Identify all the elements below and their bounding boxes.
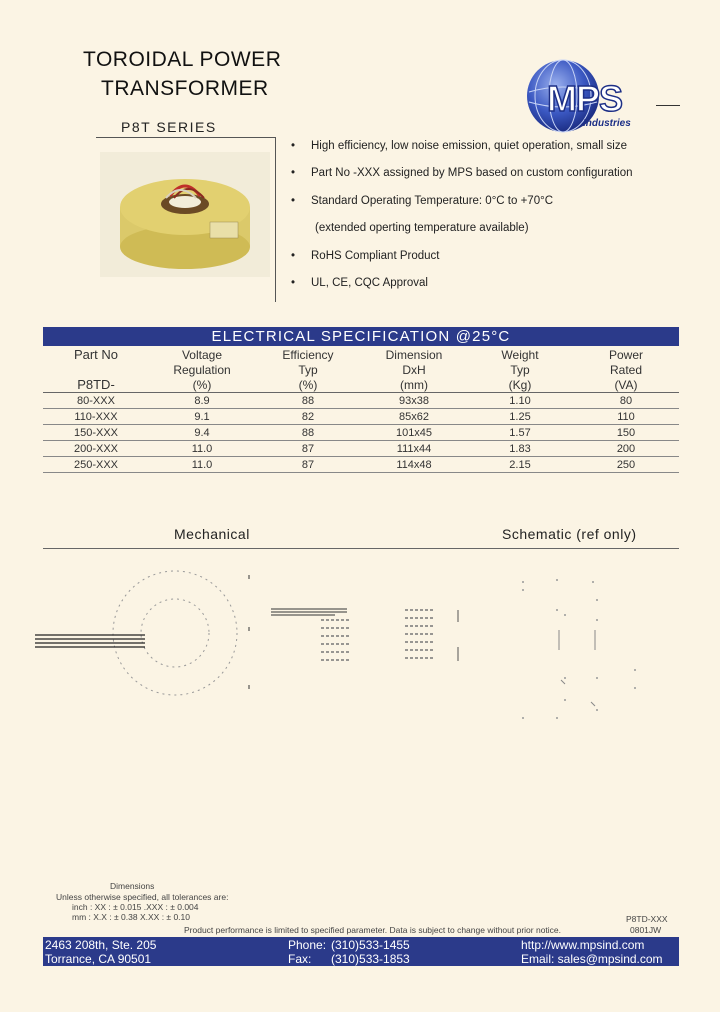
photo-divider	[275, 137, 276, 302]
address-line1: 2463 208th, Ste. 205	[45, 938, 157, 952]
feature-item: • UL, CE, CQC Approval	[291, 277, 428, 289]
table-header-row	[43, 362, 679, 377]
tolerance-inch: inch : XX : ± 0.015 .XXX : ± 0.004	[72, 902, 199, 912]
header-cell: (Kg)	[508, 377, 532, 392]
disclaimer: Product performance is limited to specified parameter. Data is subject to change without prior notice.	[184, 925, 562, 935]
logo-subtext: Industries	[583, 118, 631, 129]
footer-bar	[43, 937, 679, 966]
table-cell: 9.1	[194, 410, 210, 423]
col-weight: Weight	[501, 347, 539, 362]
fax-number: (310)533-1853	[331, 952, 410, 966]
part-code: P8TD-XXX	[626, 914, 668, 924]
mechanical-drawing	[35, 565, 475, 715]
schematic-label: Schematic (ref only)	[502, 526, 637, 542]
spec-title-bar: ELECTRICAL SPECIFICATION @25°C	[43, 327, 679, 346]
address-line2: Torrance, CA 90501	[45, 952, 152, 966]
table-header-row	[43, 377, 679, 393]
table-cell: 200-XXX	[73, 442, 119, 455]
website-link[interactable]: http://www.mpsind.com	[521, 938, 645, 952]
table-cell: 93x38	[399, 394, 429, 407]
table-cell: 250	[616, 458, 636, 471]
table-cell: 8.9	[194, 394, 210, 407]
header-cell: (%)	[298, 377, 318, 392]
col-power: Power	[608, 347, 643, 362]
page-title-line1: TOROIDAL POWER	[83, 48, 282, 71]
table-cell: 101x45	[395, 426, 433, 439]
table-cell: 9.4	[194, 426, 210, 439]
table-cell: 114x48	[396, 458, 432, 471]
table-cell: 110	[617, 410, 635, 423]
dimensions-title: Dimensions	[110, 881, 155, 891]
table-cell: 87	[301, 442, 315, 455]
table-row	[43, 409, 679, 425]
col-efficiency: Efficiency	[282, 347, 334, 362]
table-cell: 80-XXX	[77, 394, 115, 407]
mechanical-label: Mechanical	[174, 526, 250, 542]
table-cell: 88	[301, 394, 315, 407]
table-cell: 1.10	[509, 394, 531, 407]
header-cell: (mm)	[400, 377, 428, 392]
table-cell: 1.25	[509, 410, 531, 423]
header-cell: P8TD-	[77, 377, 115, 392]
table-cell: 250-XXX	[73, 458, 119, 471]
header-cell: Typ	[510, 362, 530, 377]
mps-logo	[525, 58, 655, 138]
logo-text: MPS	[547, 78, 623, 119]
table-cell: 87	[301, 458, 315, 471]
table-header-row	[43, 347, 679, 362]
table-row	[43, 441, 679, 457]
header-cell	[43, 362, 149, 377]
header-cell: (VA)	[614, 377, 638, 392]
col-voltage: Voltage	[181, 347, 223, 362]
fax-label: Fax:	[288, 952, 312, 966]
phone-number: (310)533-1455	[331, 938, 410, 952]
table-cell: 88	[301, 426, 315, 439]
table-cell: 110-XXX	[74, 410, 118, 423]
feature-item: • Standard Operating Temperature: 0°C to +70°C	[291, 195, 553, 207]
col-dimension: Dimension	[385, 347, 443, 362]
table-row	[43, 425, 679, 441]
table-cell: 150	[616, 426, 636, 439]
table-cell: 2.15	[509, 458, 531, 471]
table-row	[43, 393, 679, 409]
table-cell: 1.83	[509, 442, 531, 455]
feature-item: • RoHS Compliant Product	[291, 250, 440, 262]
revision-code: 0801JW	[630, 925, 662, 935]
header-cell: (%)	[192, 377, 212, 392]
phone-label: Phone:	[288, 938, 327, 952]
table-cell: 11.0	[191, 458, 213, 471]
feature-item-note: (extended operting temperature available)	[315, 222, 529, 234]
table-cell: 80	[619, 394, 633, 407]
table-cell: 111x44	[396, 442, 432, 455]
table-cell: 82	[301, 410, 315, 423]
feature-item: • High efficiency, low noise emission, quiet operation, small size	[291, 140, 627, 152]
header-cell: Typ	[298, 362, 318, 377]
series-rule	[96, 137, 276, 138]
header-cell: Regulation	[173, 362, 231, 377]
spec-table	[43, 347, 679, 473]
table-row	[43, 457, 679, 473]
series-label: P8T SERIES	[121, 119, 217, 135]
tolerance-mm: mm : X.X : ± 0.38 X.XX : ± 0.10	[72, 912, 190, 922]
table-cell: 1.57	[509, 426, 531, 439]
col-part-no: Part No	[73, 347, 119, 362]
section-rule	[43, 548, 679, 549]
table-cell: 200	[616, 442, 636, 455]
table-cell: 11.0	[191, 442, 213, 455]
schematic-drawing	[505, 570, 665, 725]
header-cell: DxH	[402, 362, 426, 377]
product-photo	[100, 152, 270, 277]
tolerance-note: Unless otherwise specified, all tolerances are:	[56, 892, 229, 902]
logo-rule	[656, 105, 680, 106]
header-cell: Rated	[609, 362, 643, 377]
table-cell: 85x62	[399, 410, 429, 423]
email-link[interactable]: Email: sales@mpsind.com	[521, 952, 663, 966]
page-title-line2: TRANSFORMER	[101, 77, 269, 100]
table-cell: 150-XXX	[73, 426, 119, 439]
feature-item: • Part No -XXX assigned by MPS based on custom configuration	[291, 167, 633, 179]
